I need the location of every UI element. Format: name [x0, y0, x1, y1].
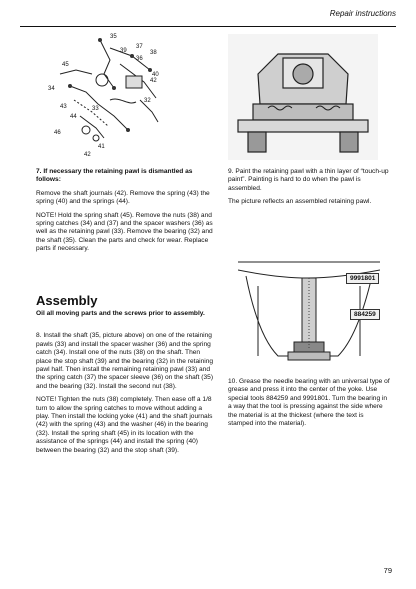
- part-label: 35: [110, 34, 117, 40]
- part-label: 32: [144, 98, 151, 104]
- note-1: NOTE! Hold the spring shaft (45). Remove the nuts (38) and spring catches (34) and (37) and the spacer washers (36) as well as the retaining pawl (33). Remove the bearing (32) and the shaft (35). Clean the parts and check for wear. Replace parts if necessary.: [36, 211, 213, 253]
- part-label: 40: [152, 72, 159, 78]
- part-label: 46: [54, 130, 61, 136]
- part-label: 36: [136, 56, 143, 62]
- step-8: 8. Install the shaft (35, picture above) on one of the retaining pawls (33) and install the spacer washer (36) and the spring catch (34). Install one of the nuts (38) on the shaft. Then place the stop shaft (39) and the bearing (32) in the retaining pawl half. Then install the remaining retaining pawl (33) and the spring catch (37) the spacer sleeve (36) on the shaft (35) and the bearing (32). Install the second nut (38).: [36, 332, 214, 390]
- part-label: 45: [62, 62, 69, 68]
- step-10: 10. Grease the needle bearing with an universal type of grease and press it into the center of the yoke. Use special tools 884259 and 9991801. Turn the bearing in a way that the tool is pressing against the side where the material is at the thickest (where the text is stamped into the material).: [228, 378, 390, 428]
- section-heading: Assembly: [36, 293, 98, 308]
- step-7: 7. If necessary the retaining pawl is dismantled as follows:: [36, 168, 193, 184]
- page-number: 79: [383, 566, 392, 575]
- step-7-detail: Remove the shaft journals (42). Remove the spring (43) the spring (40) and the springs (44).: [36, 189, 210, 206]
- left-column-top: [36, 168, 214, 254]
- part-label: 42: [150, 78, 157, 84]
- assembled-pawl-drawing: [228, 34, 378, 160]
- part-label: 44: [70, 114, 77, 120]
- part-label: 38: [150, 50, 157, 56]
- assembled-pawl-photo: [228, 34, 378, 160]
- exploded-view-figure: [40, 30, 172, 158]
- right-column-top: [228, 168, 390, 207]
- tool-callout-884259: 884259: [350, 309, 380, 320]
- part-label: 42: [84, 152, 91, 158]
- part-label: 43: [60, 104, 67, 110]
- note-2: NOTE! Tighten the nuts (38) completely. Then ease off a 1/8 turn to allow the spring catches to move without adding a play. Then install the locking yoke (41) and the shaft journals (42) with the spring (43) and the washer (46) in the bearing (32). Install the spring shaft (45) in its location with the assistance of the springs (44) and install the spring (40) between the bearing (32) and the stop shaft (39).: [36, 396, 213, 454]
- part-label: 37: [136, 44, 143, 50]
- step-9: 9. Paint the retaining pawl with a thin layer of “touch-up paint”. Painting is hard to do when the pawl is assembled.: [228, 168, 389, 192]
- page-header: [20, 6, 396, 27]
- tool-callout-9991801: 9991801: [346, 273, 379, 284]
- part-label: 41: [98, 144, 105, 150]
- part-label: 39: [120, 48, 127, 54]
- part-label: 34: [48, 86, 55, 92]
- assembly-instruction: Oil all moving parts and the screws prior to assembly.: [36, 310, 205, 317]
- part-label: 33: [92, 106, 99, 112]
- left-column-bottom: [36, 310, 214, 455]
- right-column-bottom: [228, 378, 390, 428]
- step-9-detail: The picture reflects an assembled retaining pawl.: [228, 198, 372, 206]
- header-title: Repair instructions: [329, 9, 396, 18]
- exploded-view-drawing: [40, 30, 172, 158]
